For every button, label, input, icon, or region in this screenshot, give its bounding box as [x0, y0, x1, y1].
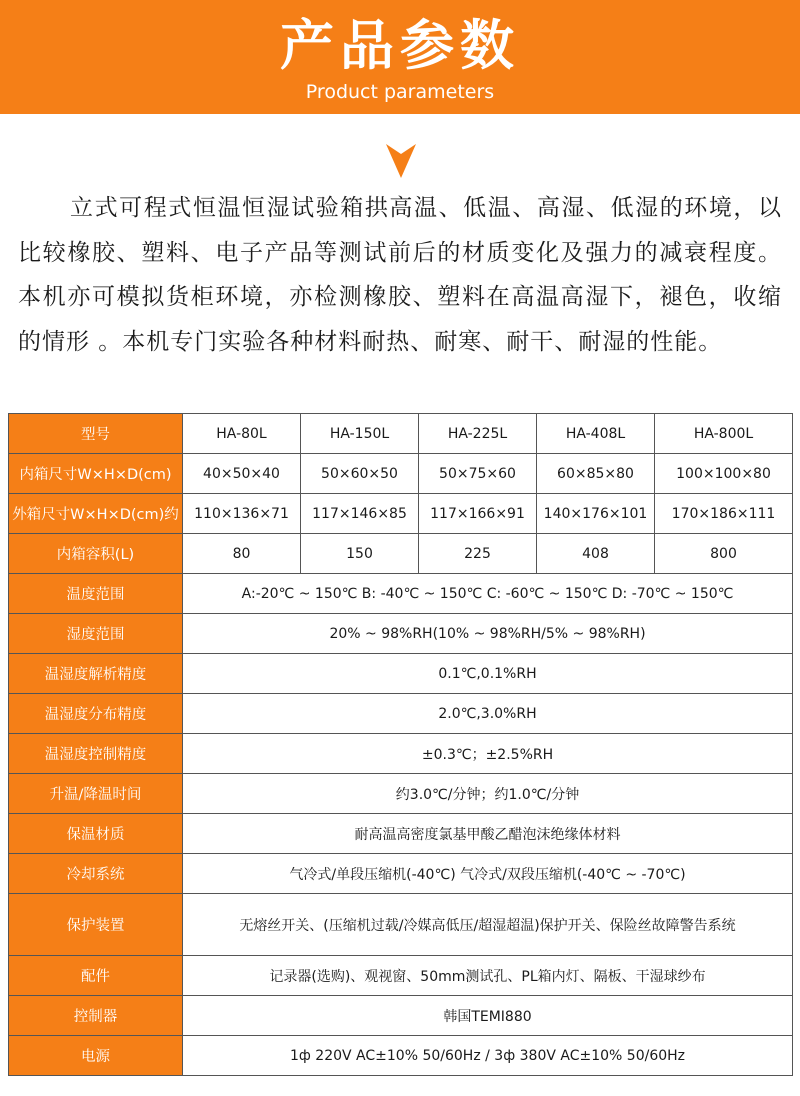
- table-cell: 60×85×80: [537, 454, 655, 494]
- page-title: 产品参数: [280, 14, 520, 77]
- row-label: 内箱尺寸W×H×D(cm): [9, 454, 183, 494]
- table-row: [9, 894, 793, 956]
- table-cell: 150: [301, 534, 419, 574]
- table-cell: 50×75×60: [419, 454, 537, 494]
- row-label: 冷却系统: [9, 854, 183, 894]
- row-label: 保温材质: [9, 814, 183, 854]
- row-label: 湿度范围: [9, 614, 183, 654]
- row-label: 电源: [9, 1036, 183, 1076]
- table-cell: 800: [655, 534, 793, 574]
- table-cell: 408: [537, 534, 655, 574]
- table-cell: 100×100×80: [655, 454, 793, 494]
- table-cell: 170×186×111: [655, 494, 793, 534]
- table-cell: 1ф 220V AC±10% 50/60Hz / 3ф 380V AC±10% 50/60Hz: [183, 1036, 793, 1076]
- table-cell: 0.1℃,0.1%RH: [183, 654, 793, 694]
- table-row: [9, 1036, 793, 1076]
- row-label: 保护装置: [9, 894, 183, 956]
- table-cell: 20% ~ 98%RH(10% ~ 98%RH/5% ~ 98%RH): [183, 614, 793, 654]
- table-cell: 50×60×50: [301, 454, 419, 494]
- table-cell: 80: [183, 534, 301, 574]
- intro-paragraph: 立式可程式恒温恒湿试验箱拱高温、低温、高湿、低湿的环境，以比较橡胶、塑料、电子产品等测试前后的材质变化及强力的减衰程度。本机亦可模拟货柜环境，亦检测橡胶、塑料在高温高湿下，褪色，收缩的情形 。本机专门实验各种材料耐热、耐寒、耐干、耐湿的性能。: [18, 195, 782, 355]
- row-label: 温度范围: [9, 574, 183, 614]
- table-cell: 140×176×101: [537, 494, 655, 534]
- table-cell: 气冷式/单段压缩机(-40℃) 气冷式/双段压缩机(-40℃ ~ -70℃): [183, 854, 793, 894]
- table-cell: 40×50×40: [183, 454, 301, 494]
- table-cell: HA-150L: [301, 414, 419, 454]
- row-label: 外箱尺寸W×H×D(cm)约: [9, 494, 183, 534]
- table-cell: 无熔丝开关、(压缩机过载/冷媒高低压/超湿超温)保护开关、保险丝故障警告系统: [183, 894, 793, 956]
- table-row: [9, 734, 793, 774]
- table-row: [9, 956, 793, 996]
- table-cell: HA-800L: [655, 414, 793, 454]
- table-cell: 117×166×91: [419, 494, 537, 534]
- table-cell: 韩国TEMI880: [183, 996, 793, 1036]
- row-label: 温湿度分布精度: [9, 694, 183, 734]
- table-row: [9, 454, 793, 494]
- table-row: [9, 534, 793, 574]
- table-cell: A:-20℃ ~ 150℃ B: -40℃ ~ 150℃ C: -60℃ ~ 150℃ D: -70℃ ~ 150℃: [183, 574, 793, 614]
- table-row: [9, 996, 793, 1036]
- page-subtitle: Product parameters: [305, 81, 495, 103]
- table-row: [9, 814, 793, 854]
- spec-table: [8, 413, 793, 1076]
- table-cell: HA-80L: [183, 414, 301, 454]
- table-cell: 110×136×71: [183, 494, 301, 534]
- row-label: 温湿度解析精度: [9, 654, 183, 694]
- table-row: [9, 614, 793, 654]
- table-row: [9, 654, 793, 694]
- row-label: 控制器: [9, 996, 183, 1036]
- table-cell: 225: [419, 534, 537, 574]
- row-label: 内箱容积(L): [9, 534, 183, 574]
- table-row: [9, 414, 793, 454]
- row-label: 配件: [9, 956, 183, 996]
- chevron-down-icon: [386, 144, 416, 178]
- table-cell: 耐高温高密度氯基甲酸乙醋泡沫绝缘体材料: [183, 814, 793, 854]
- table-row: [9, 494, 793, 534]
- table-row: [9, 854, 793, 894]
- table-row: [9, 694, 793, 734]
- table-cell: 记录器(选购)、观视窗、50mm测试孔、PL箱内灯、隔板、干湿球纱布: [183, 956, 793, 996]
- header-banner: [0, 0, 800, 114]
- table-cell: HA-408L: [537, 414, 655, 454]
- table-row: [9, 574, 793, 614]
- table-row: [9, 774, 793, 814]
- table-cell: 2.0℃,3.0%RH: [183, 694, 793, 734]
- table-cell: ±0.3℃；±2.5%RH: [183, 734, 793, 774]
- table-cell: HA-225L: [419, 414, 537, 454]
- table-cell: 117×146×85: [301, 494, 419, 534]
- row-label: 型号: [9, 414, 183, 454]
- row-label: 升温/降温时间: [9, 774, 183, 814]
- row-label: 温湿度控制精度: [9, 734, 183, 774]
- table-cell: 约3.0℃/分钟；约1.0℃/分钟: [183, 774, 793, 814]
